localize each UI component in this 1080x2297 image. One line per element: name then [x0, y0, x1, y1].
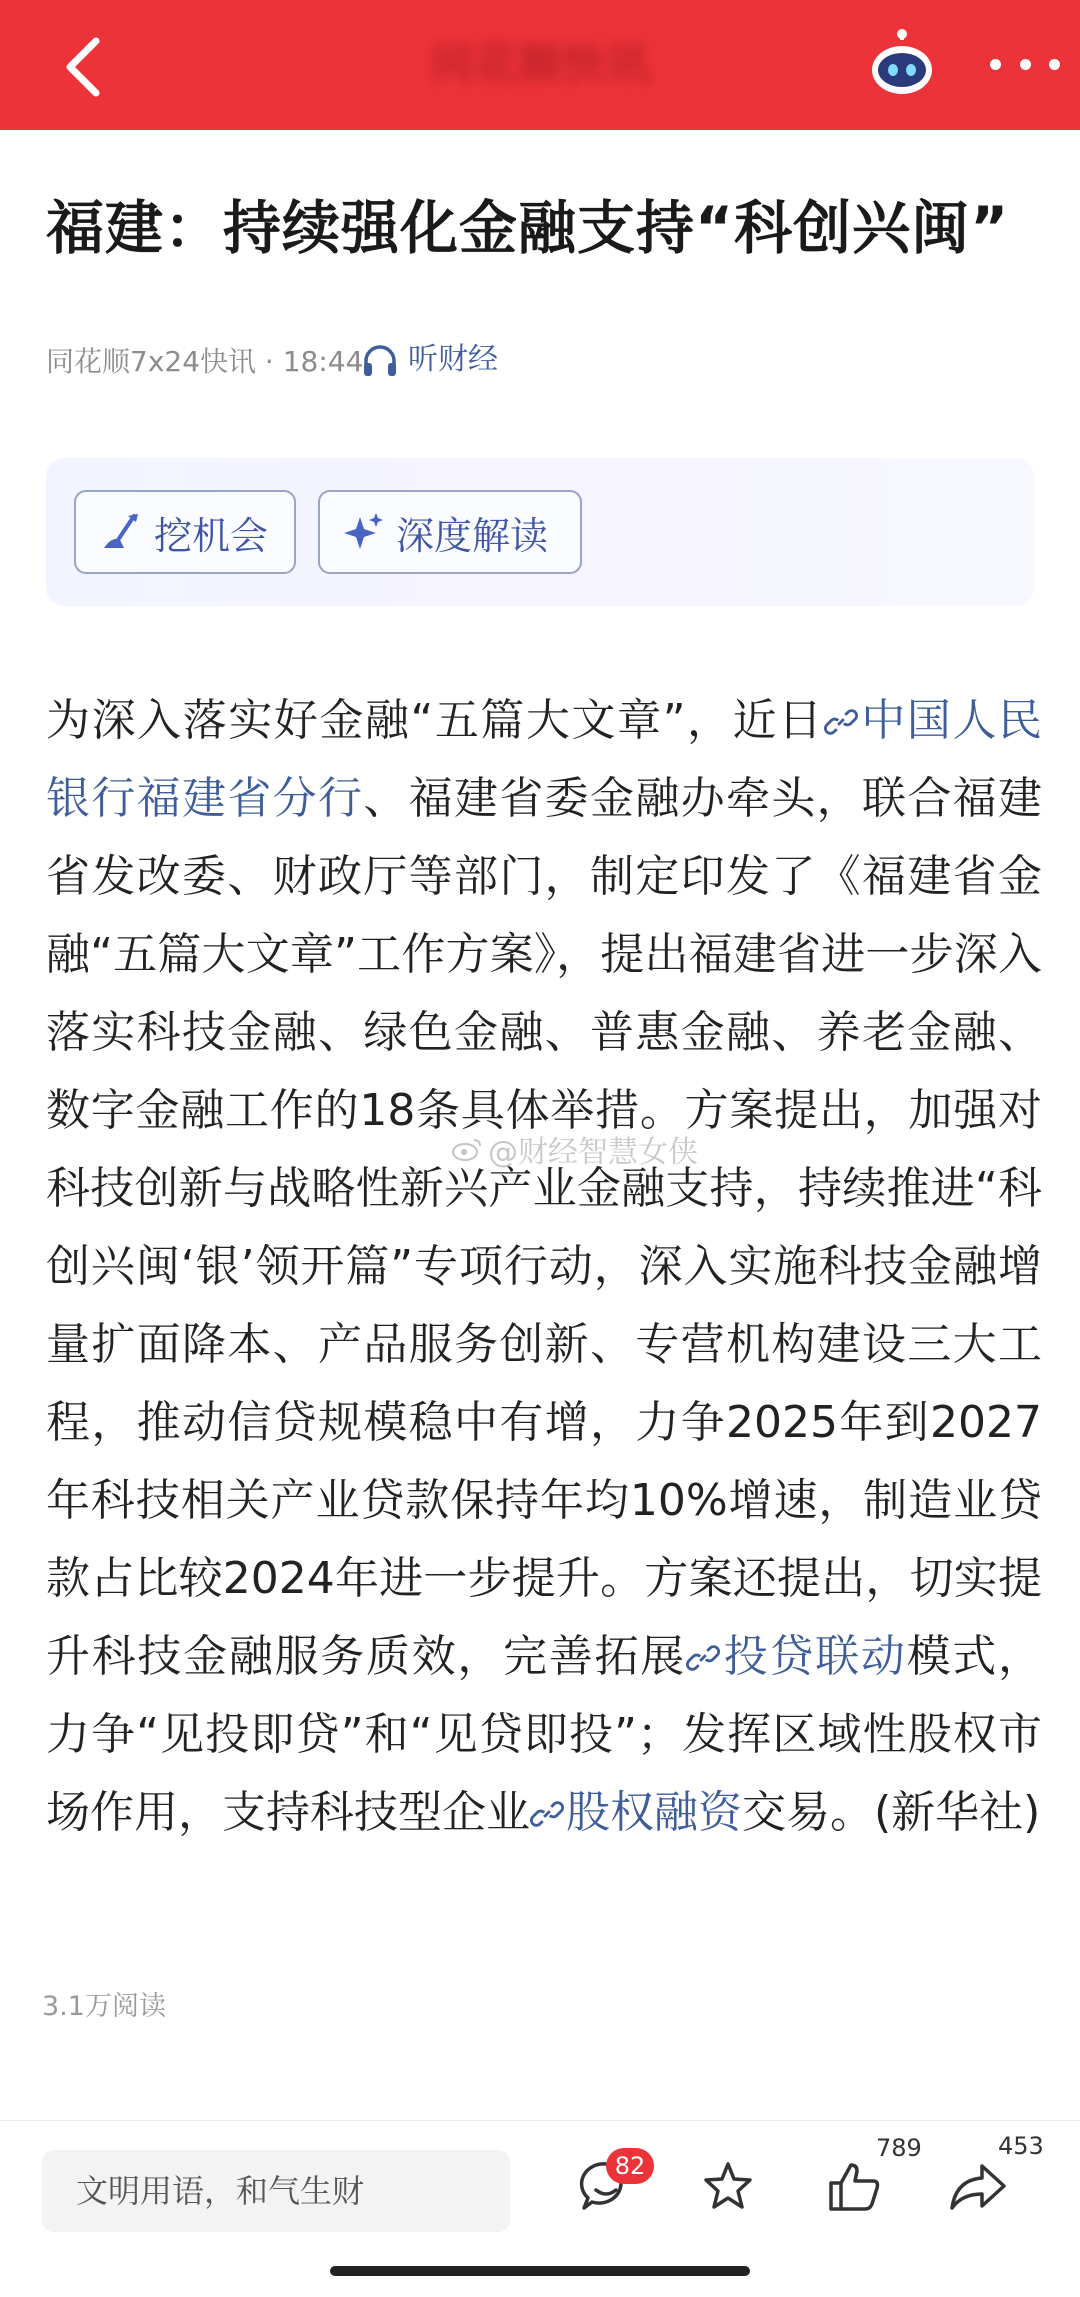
weibo-logo-icon — [452, 1136, 482, 1162]
link-equity-financing[interactable]: 股权融资 — [530, 1787, 742, 1838]
header-title: 同花顺快讯 — [430, 39, 650, 90]
link-pboc-fujian[interactable]: 中国人民银行福建省分行 — [46, 695, 1043, 824]
article-title: 福建：持续强化金融支持“科创兴闽” — [46, 194, 1010, 262]
like-count: 789 — [876, 2134, 922, 2162]
comment-count-badge: 82 — [606, 2148, 654, 2184]
dig-opportunity-button[interactable] — [74, 490, 296, 574]
ai-action-card — [46, 458, 1034, 606]
listen-button[interactable] — [362, 338, 498, 382]
sparkle-icon — [342, 511, 384, 553]
link-icon — [686, 1641, 720, 1675]
deep-analysis-label: 深度解读 — [396, 513, 549, 558]
comment-input[interactable]: 文明用语，和气生财 — [42, 2150, 510, 2232]
back-button[interactable] — [52, 22, 112, 112]
watermark-text: @财经智慧女侠 — [488, 1135, 698, 1170]
share-button[interactable] — [942, 2150, 1014, 2222]
thumbs-up-icon — [825, 2157, 883, 2215]
star-icon — [700, 2158, 756, 2214]
dig-opportunity-label: 挖机会 — [154, 513, 269, 558]
link-icon — [824, 705, 858, 739]
body-text-3: 模式，力争“见投即贷”和“见贷即投”；发挥区域性股权市场作用，支持科技型企业 — [46, 1631, 1043, 1838]
body-text-1: 为深入落实好金融“五篇大文章”，近日 — [46, 695, 824, 746]
top-navigation-bar — [0, 0, 1080, 130]
more-dots-icon — [990, 59, 1001, 70]
headphones-icon — [362, 343, 398, 377]
share-count: 453 — [998, 2132, 1044, 2160]
dig-icon — [98, 510, 142, 554]
article-body — [46, 682, 1042, 1852]
share-icon — [948, 2158, 1008, 2214]
link-investment-loan[interactable]: 投贷联动 — [686, 1631, 907, 1682]
weibo-watermark — [452, 1127, 698, 1171]
body-text-2: 、福建省委金融办牵头，联合福建省发改委、财政厅等部门，制定印发了《福建省金融“五篇大文章”工作方案》，提出福建省进一步深入落实科技金融、绿色金融、普惠金融、养老金融、数字金融工作的18条具体举措。方案提出，加强对科技创新与战略性新兴产业金融支持，持续推进“科创兴闽‘银’领开篇”专项行动，深入实施科技金融增量扩面降本、产品服务创新、专营机构建设三大工程，推动信贷规模稳中有增，力争2025年到2027年科技相关产业贷款保持年均10%增速，制造业贷款占比较2024年进一步提升。方案还提出，切实提升科技金融服务质效，完善拓展 — [46, 773, 1043, 1682]
assistant-robot-button[interactable] — [866, 28, 938, 100]
home-indicator[interactable] — [330, 2266, 750, 2276]
more-options-button[interactable] — [990, 36, 1060, 92]
body-text-4: 交易。(新华社) — [742, 1787, 1041, 1838]
article-source-time: 同花顺7x24快讯 · 18:44 — [46, 345, 364, 378]
favorite-button[interactable] — [692, 2150, 764, 2222]
listen-label: 听财经 — [408, 342, 498, 377]
chevron-left-icon — [62, 35, 102, 99]
robot-icon — [866, 28, 938, 100]
read-count: 3.1万阅读 — [42, 1991, 166, 2022]
deep-analysis-button[interactable] — [318, 490, 582, 574]
link-icon — [530, 1797, 564, 1831]
